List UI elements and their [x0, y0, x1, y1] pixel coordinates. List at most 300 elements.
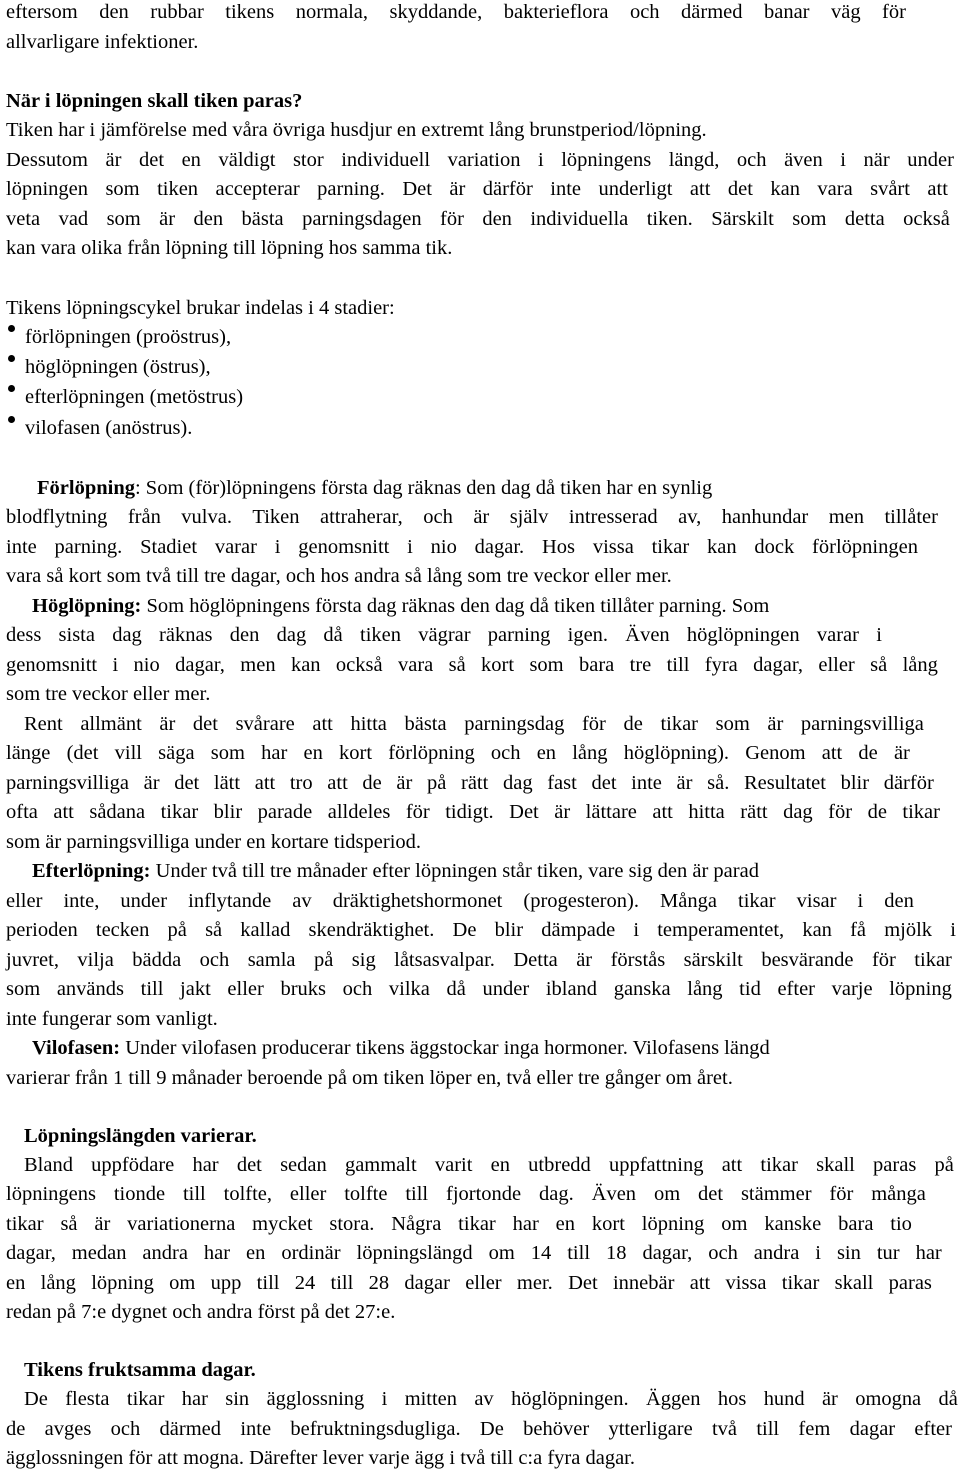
word: inte — [550, 178, 582, 200]
word: som — [715, 713, 750, 735]
word: dräktighetshormonet — [332, 890, 503, 912]
word: bädda — [132, 949, 182, 971]
word: att — [721, 1154, 743, 1176]
text-line — [6, 979, 952, 1000]
text-line — [6, 537, 918, 558]
text-line — [6, 2, 906, 23]
word: uppfödare — [91, 1154, 175, 1176]
word: vilka — [388, 978, 430, 1000]
word: andra — [142, 1242, 188, 1264]
text-line: Tiken har i jämförelse med våra övriga husdjur en extremt lång brunstperiod/löpning. — [6, 119, 707, 141]
word: varar — [214, 536, 257, 558]
word: parning. — [317, 178, 385, 200]
text-line — [6, 655, 938, 676]
word: i — [537, 149, 544, 171]
list-item — [8, 357, 211, 378]
text-line: varierar från 1 till 9 månader beroende på om tiken löper en, två eller tre gånger om året. — [6, 1067, 733, 1089]
word: intresserad — [568, 506, 658, 528]
word: Tiken — [252, 506, 300, 528]
word: stor — [292, 149, 324, 171]
word: på — [427, 772, 447, 794]
word: för — [871, 949, 896, 971]
word: Det — [568, 1272, 598, 1294]
word: höglöpningen — [686, 624, 800, 646]
word: är — [676, 772, 693, 794]
word: i — [840, 149, 846, 171]
word: är — [143, 772, 160, 794]
word: vara — [397, 654, 434, 676]
word: tikar — [651, 536, 690, 558]
word: Det — [509, 801, 539, 823]
word: att — [254, 772, 276, 794]
word: tio — [890, 1213, 912, 1235]
word: nio — [430, 536, 457, 558]
word: accepterar — [215, 178, 300, 200]
word: eller — [818, 654, 855, 676]
word: säga — [158, 742, 195, 764]
word: att — [312, 713, 333, 735]
word: Dessutom — [6, 149, 88, 171]
word: Några — [391, 1213, 442, 1235]
word: tiken. — [646, 208, 693, 230]
word: De — [479, 1418, 504, 1440]
term-description: Under två till tre månader efter löpningen står tiken, vare sig den är parad — [150, 860, 759, 882]
word: löpningslängd — [356, 1242, 473, 1264]
word: men — [828, 506, 865, 528]
word: tid — [739, 978, 761, 1000]
word: eller — [227, 978, 264, 1000]
word: lång — [902, 654, 938, 676]
list-item-label: vilofasen (anöstrus). — [25, 417, 193, 439]
word: under — [120, 890, 168, 912]
list-item — [8, 387, 243, 408]
word: innebär — [612, 1272, 675, 1294]
word: vill — [114, 742, 142, 764]
text-line: kan vara olika från löpning till löpning hos samma tik. — [6, 237, 453, 259]
word: då — [446, 978, 466, 1000]
paragraph-start — [32, 1038, 770, 1059]
word: en — [246, 1242, 266, 1264]
word: fem — [798, 1418, 831, 1440]
word: kan — [290, 654, 321, 676]
word: dagar, — [175, 654, 225, 676]
word: eller — [6, 890, 43, 912]
word: sin — [225, 1388, 250, 1410]
word: för — [440, 208, 464, 230]
word: att — [689, 1272, 711, 1294]
text-line — [24, 714, 924, 735]
word: är — [396, 772, 413, 794]
word: andra — [753, 1242, 800, 1264]
text-line — [6, 1184, 926, 1205]
word: till — [140, 978, 164, 1000]
word: (progesteron). — [523, 890, 639, 912]
text-line — [6, 1214, 912, 1235]
section-heading: Löpningslängden varierar. — [24, 1125, 257, 1147]
text-line — [24, 1389, 958, 1409]
word: är — [767, 713, 784, 735]
word: är — [576, 949, 593, 971]
bullet-icon — [8, 355, 15, 362]
word: i — [876, 624, 882, 646]
text-line — [6, 1243, 942, 1264]
word: kan — [770, 178, 800, 200]
word: ganska — [613, 978, 671, 1000]
word: lång — [687, 978, 723, 1000]
word: alldeles — [327, 801, 391, 823]
word: har — [192, 1154, 219, 1176]
word: en — [490, 1154, 510, 1176]
word: mer. — [516, 1272, 553, 1294]
word: även — [784, 149, 823, 171]
word: visar — [796, 890, 837, 912]
word: bästa — [241, 208, 284, 230]
word: i — [857, 890, 864, 912]
word: tro — [289, 772, 313, 794]
word: kort — [481, 654, 515, 676]
word: kort — [591, 1213, 625, 1235]
word: och — [629, 1, 660, 23]
word: löpningen — [6, 178, 88, 200]
word: för — [405, 801, 430, 823]
word: tikar — [458, 1213, 496, 1235]
word: det — [698, 1183, 724, 1205]
word: hos — [717, 1388, 747, 1410]
word: 18 — [605, 1242, 627, 1264]
word: till — [182, 1183, 206, 1205]
word: utbredd — [528, 1154, 591, 1176]
word: blodflytning — [6, 506, 108, 528]
word: den — [99, 1, 129, 23]
word: så — [448, 654, 466, 676]
term-description: Som höglöpningens första dag räknas den dag då tiken tillåter parning. Som — [141, 595, 770, 617]
word: löpningens — [6, 1183, 96, 1205]
word: få — [850, 919, 867, 941]
word: en — [6, 1272, 26, 1294]
word: som — [792, 208, 827, 230]
word: samla — [247, 949, 296, 971]
word: tionde — [113, 1183, 166, 1205]
word: bakterieflora — [503, 1, 609, 23]
word: ibland — [545, 978, 598, 1000]
word: om — [653, 1183, 681, 1205]
word: dämpade — [541, 919, 616, 941]
word: dock — [754, 536, 795, 558]
word: vilja — [77, 949, 114, 971]
word: efter — [777, 978, 815, 1000]
list-item-label: förlöpningen (proöstrus), — [25, 326, 232, 348]
word: tre — [629, 654, 652, 676]
word: juvret, — [6, 949, 59, 971]
word: att — [821, 742, 843, 764]
word: har — [181, 1388, 208, 1410]
word: kan — [802, 919, 832, 941]
word: att — [652, 801, 673, 823]
word: dess — [6, 624, 42, 646]
word: för — [581, 713, 606, 735]
word: är — [94, 1213, 111, 1235]
word: behöver — [523, 1418, 590, 1440]
word: uppfattning — [608, 1154, 704, 1176]
word: inte — [6, 536, 37, 558]
word: jakt — [180, 978, 211, 1000]
word: Det — [402, 178, 432, 200]
word: hanhundar — [721, 506, 809, 528]
word: tur — [876, 1242, 900, 1264]
word: sådana — [89, 801, 146, 823]
word: till — [256, 1272, 280, 1294]
word: de — [6, 1418, 26, 1440]
word: tikar — [914, 949, 952, 971]
word: parning — [487, 624, 551, 646]
word: dag — [112, 624, 142, 646]
text-line: som tre veckor eller mer. — [6, 683, 211, 705]
word: är — [105, 149, 122, 171]
section-heading: När i löpningen skall tiken paras? — [6, 90, 303, 112]
word: i — [381, 1388, 388, 1410]
word: tikens — [225, 1, 275, 23]
word: tikar — [781, 1272, 820, 1294]
word: så — [60, 1213, 78, 1235]
word: att — [927, 178, 948, 200]
word: skall — [816, 1154, 855, 1176]
word: sedan — [280, 1154, 327, 1176]
word: i — [815, 1242, 821, 1264]
word: om — [488, 1242, 515, 1264]
word: fast — [547, 772, 577, 794]
word: de — [623, 713, 643, 735]
word: sista — [58, 624, 95, 646]
word: väldigt — [218, 149, 276, 171]
word: är — [554, 801, 571, 823]
word: för — [882, 1, 906, 23]
word: 24 — [294, 1272, 316, 1294]
text-line — [6, 209, 950, 230]
word: Bland — [24, 1154, 73, 1176]
word: och — [423, 506, 453, 528]
list-item — [8, 327, 231, 348]
word: bara — [838, 1213, 874, 1235]
word: som — [210, 742, 245, 764]
word: det — [591, 772, 617, 794]
term-description: : Som (för)löpningens första dag räknas den dag då tiken har en synlig — [134, 477, 713, 499]
word: kan — [706, 536, 737, 558]
word: längd, — [668, 149, 720, 171]
word: omogna — [855, 1388, 922, 1410]
word: det — [192, 713, 218, 735]
word: tiken — [157, 178, 199, 200]
word: också — [903, 208, 950, 230]
word: banar — [763, 1, 810, 23]
word: och — [199, 949, 230, 971]
word: i — [407, 536, 413, 558]
word: tiken — [360, 624, 401, 646]
word: många — [871, 1183, 926, 1205]
word: av — [474, 1388, 494, 1410]
word: parningsdag — [464, 713, 565, 735]
word: dagar — [849, 1418, 896, 1440]
word: tillåter — [884, 506, 938, 528]
word: löpning — [889, 978, 952, 1000]
word: inte — [631, 772, 662, 794]
word: kanske — [764, 1213, 822, 1235]
word: väg — [830, 1, 861, 23]
word: bästa — [404, 713, 447, 735]
word: tecken — [95, 919, 150, 941]
word: fjortonde — [446, 1183, 522, 1205]
text-line: som är parningsvilliga under en kortare tidsperiod. — [6, 831, 422, 853]
word: Även — [625, 624, 670, 646]
word: efter — [914, 1418, 952, 1440]
word: förlöpning — [388, 742, 475, 764]
text-line — [6, 625, 882, 646]
word: tikar — [660, 713, 699, 735]
list-item — [8, 418, 192, 439]
word: vulva. — [181, 506, 232, 528]
word: på — [934, 1154, 954, 1176]
word: dagar, — [642, 1242, 693, 1264]
word: och — [342, 978, 373, 1000]
word: Äggen — [645, 1388, 701, 1410]
word: kallad — [240, 919, 291, 941]
word: till — [567, 1242, 591, 1264]
word: till — [405, 1183, 429, 1205]
word: för — [829, 1183, 854, 1205]
word: svårt — [870, 178, 910, 200]
word: är — [821, 1388, 838, 1410]
word: till — [330, 1272, 354, 1294]
word: Rent — [24, 713, 63, 735]
section-heading: Tikens fruktsamma dagar. — [24, 1359, 256, 1381]
word: Hos — [541, 536, 576, 558]
word: i — [950, 919, 956, 941]
word: eller — [465, 1272, 502, 1294]
word: gammalt — [344, 1154, 417, 1176]
word: och — [736, 149, 767, 171]
word: till — [756, 1418, 780, 1440]
word: så — [205, 919, 223, 941]
word: stämmer — [740, 1183, 812, 1205]
word: den — [193, 208, 224, 230]
word: individuell — [341, 149, 431, 171]
word: upp — [210, 1272, 242, 1294]
word: har — [512, 1213, 539, 1235]
word: veta — [6, 208, 41, 230]
word: de — [858, 742, 878, 764]
bullet-icon — [8, 325, 15, 332]
text-line — [6, 1273, 932, 1294]
word: 28 — [368, 1272, 390, 1294]
word: det — [236, 1154, 262, 1176]
word: parningsvilliga — [6, 772, 129, 794]
text-line — [6, 179, 948, 200]
word: i — [274, 536, 281, 558]
word: bara — [578, 654, 615, 676]
word: dag — [502, 772, 533, 794]
text-line — [6, 950, 952, 971]
word: ordinär — [281, 1242, 341, 1264]
bullet-icon — [8, 416, 15, 423]
word: normala, — [295, 1, 368, 23]
word: dagar — [404, 1272, 450, 1294]
word: därmed — [159, 1418, 222, 1440]
word: förlöpningen — [812, 536, 918, 558]
word: från — [127, 506, 161, 528]
word: kort — [339, 742, 373, 764]
word: så. — [707, 772, 730, 794]
word: under — [482, 978, 530, 1000]
word: sin — [836, 1242, 861, 1264]
word: hund — [763, 1388, 805, 1410]
word: inflytande — [188, 890, 272, 912]
term-label: Vilofasen: — [32, 1037, 121, 1059]
word: Resultatet — [743, 772, 826, 794]
word: och — [110, 1418, 141, 1440]
word: det — [139, 149, 165, 171]
word: höglöpning). — [623, 742, 730, 764]
word: (det — [66, 742, 99, 764]
word: är — [449, 178, 466, 200]
word: är — [893, 742, 910, 764]
word: är — [473, 506, 490, 528]
word: vissa — [592, 536, 634, 558]
word: en — [303, 742, 323, 764]
paragraph-start — [32, 596, 769, 617]
text-line — [6, 920, 956, 941]
word: förstås — [610, 949, 666, 971]
word: om — [169, 1272, 196, 1294]
word: låtsasvalpar. — [394, 949, 495, 971]
word: som — [6, 978, 41, 1000]
word: detta — [844, 208, 885, 230]
word: när — [863, 149, 890, 171]
word: inte, — [63, 890, 100, 912]
word: på — [167, 919, 187, 941]
term-description: Under vilofasen producerar tikens äggstockar inga hormoner. Vilofasens längd — [120, 1037, 770, 1059]
word: dag — [783, 801, 813, 823]
word: de — [362, 772, 382, 794]
text-line: allvarligare infektioner. — [6, 31, 199, 53]
word: har — [261, 742, 288, 764]
word: underligt — [598, 178, 673, 200]
word: och — [490, 742, 521, 764]
word: Detta — [513, 949, 558, 971]
word: variation — [447, 149, 521, 171]
text-line — [6, 802, 940, 823]
word: varje — [831, 978, 873, 1000]
word: variationerna — [127, 1213, 236, 1235]
word: till — [666, 654, 690, 676]
word: i — [633, 919, 640, 941]
word: under — [907, 149, 954, 171]
word: skyddande, — [389, 1, 483, 23]
word: temperamentet, — [657, 919, 785, 941]
word: en — [536, 742, 557, 764]
word: dagar. — [474, 536, 525, 558]
word: en — [181, 149, 201, 171]
word: nio — [133, 654, 160, 676]
word: Stadiet — [140, 536, 198, 558]
word: vägrar — [418, 624, 471, 646]
word: lång — [572, 742, 608, 764]
word: har — [915, 1242, 942, 1264]
word: tikar — [760, 1154, 798, 1176]
word: det — [174, 772, 200, 794]
word: Särskilt — [711, 208, 774, 230]
word: mitten — [404, 1388, 457, 1410]
word: men — [240, 654, 276, 676]
word: rätt — [740, 801, 768, 823]
